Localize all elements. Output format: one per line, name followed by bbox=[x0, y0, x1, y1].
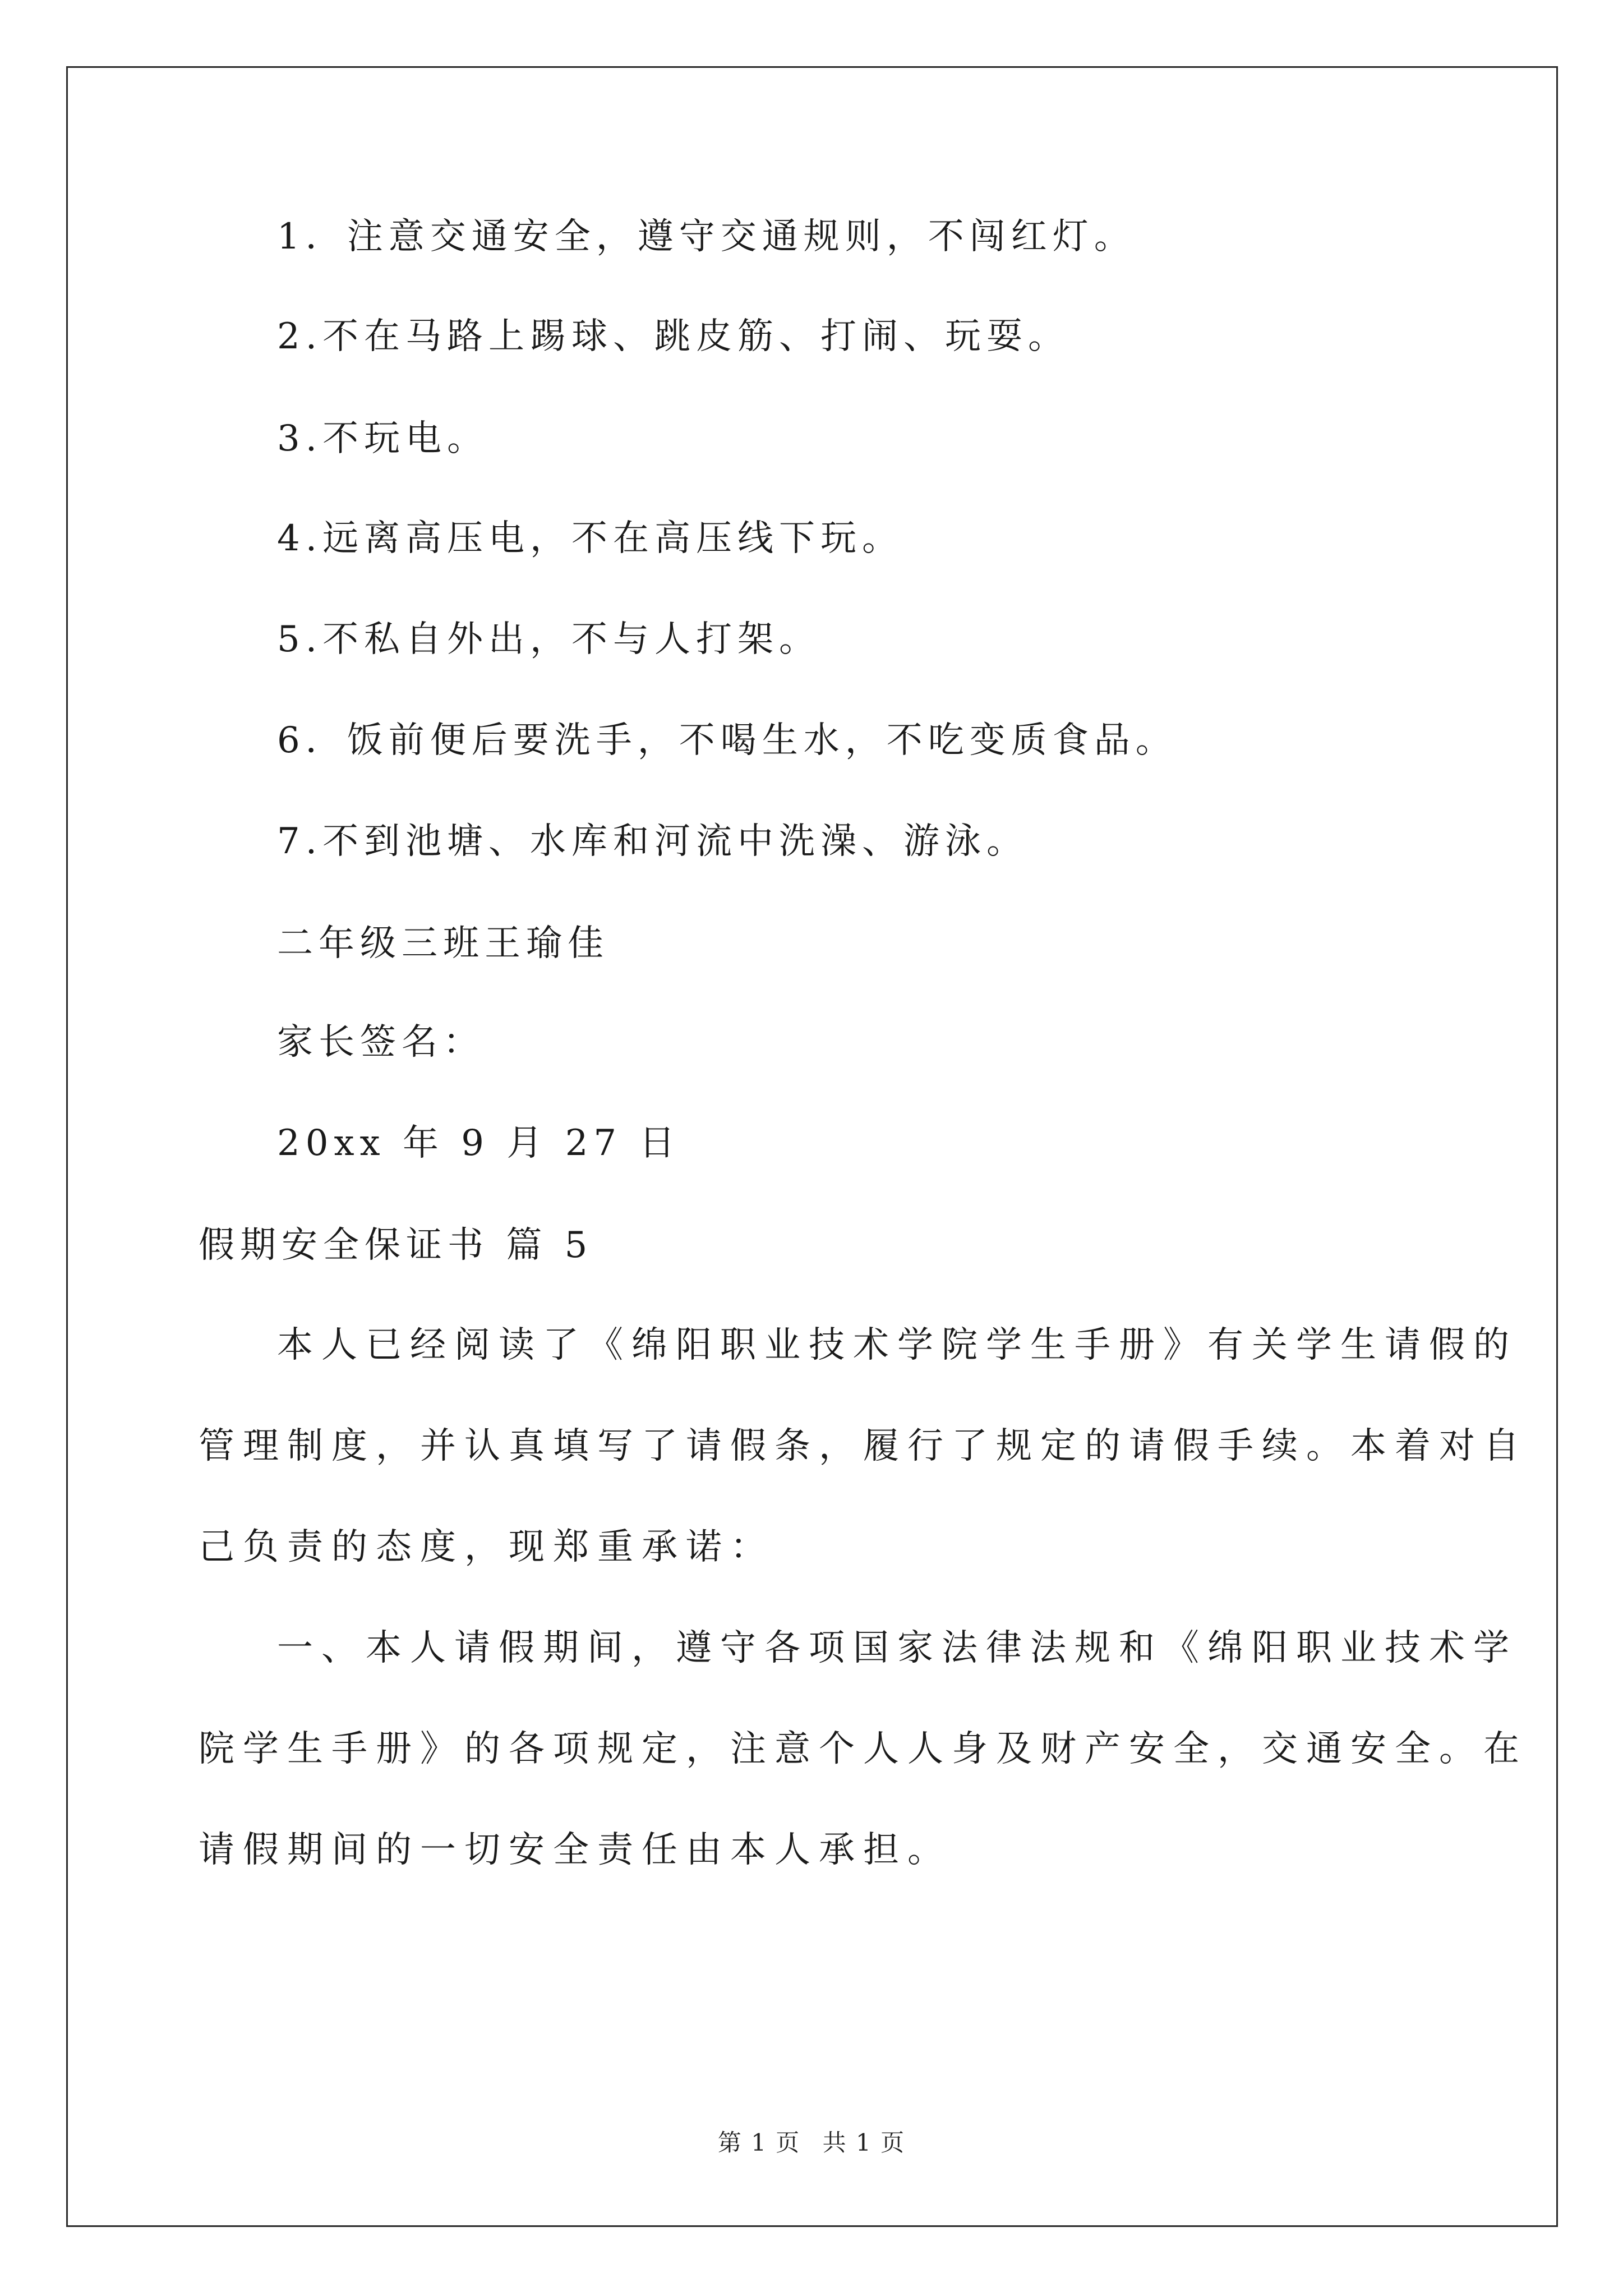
section-heading: 假期安全保证书 篇 5 bbox=[199, 1225, 593, 1266]
signature-date: 20xx 年 9 月 27 日 bbox=[277, 1122, 681, 1164]
list-item-4: 4.远离高压电，不在高压线下玩。 bbox=[277, 518, 904, 559]
list-item-6: 6．饭前便后要洗手，不喝生水，不吃变质食品。 bbox=[277, 720, 1177, 761]
signature-class: 二年级三班王瑜佳 bbox=[277, 923, 609, 964]
page-number: 第 1 页 bbox=[717, 2129, 801, 2156]
paragraph-1-line-3: 己负责的态度，现郑重承诺： bbox=[199, 1526, 774, 1568]
paragraph-2-line-2: 院学生手册》的各项规定，注意个人人身及财产安全，交通安全。在 bbox=[199, 1728, 1528, 1770]
paragraph-2-line-1: 一、本人请假期间，遵守各项国家法律法规和《绵阳职业技术学 bbox=[277, 1627, 1518, 1669]
page-total: 共 1 页 bbox=[822, 2129, 906, 2156]
list-item-5: 5.不私自外出，不与人打架。 bbox=[277, 619, 821, 660]
parent-signature-label: 家长签名： bbox=[277, 1022, 485, 1063]
paragraph-1-line-2: 管理制度，并认真填写了请假条，履行了规定的请假手续。本着对自 bbox=[199, 1425, 1528, 1467]
paragraph-1-line-1: 本人已经阅读了《绵阳职业技术学院学生手册》有关学生请假的 bbox=[277, 1324, 1518, 1366]
list-item-1: 1．注意交通安全，遵守交通规则，不闯红灯。 bbox=[277, 216, 1136, 257]
paragraph-2-line-3: 请假期间的一切安全责任由本人承担。 bbox=[199, 1829, 952, 1871]
page-footer bbox=[0, 2127, 1623, 2159]
list-item-3: 3.不玩电。 bbox=[277, 418, 489, 459]
list-item-7: 7.不到池塘、水库和河流中洗澡、游泳。 bbox=[277, 821, 1029, 862]
list-item-2: 2.不在马路上踢球、跳皮筋、打闹、玩耍。 bbox=[277, 316, 1070, 357]
